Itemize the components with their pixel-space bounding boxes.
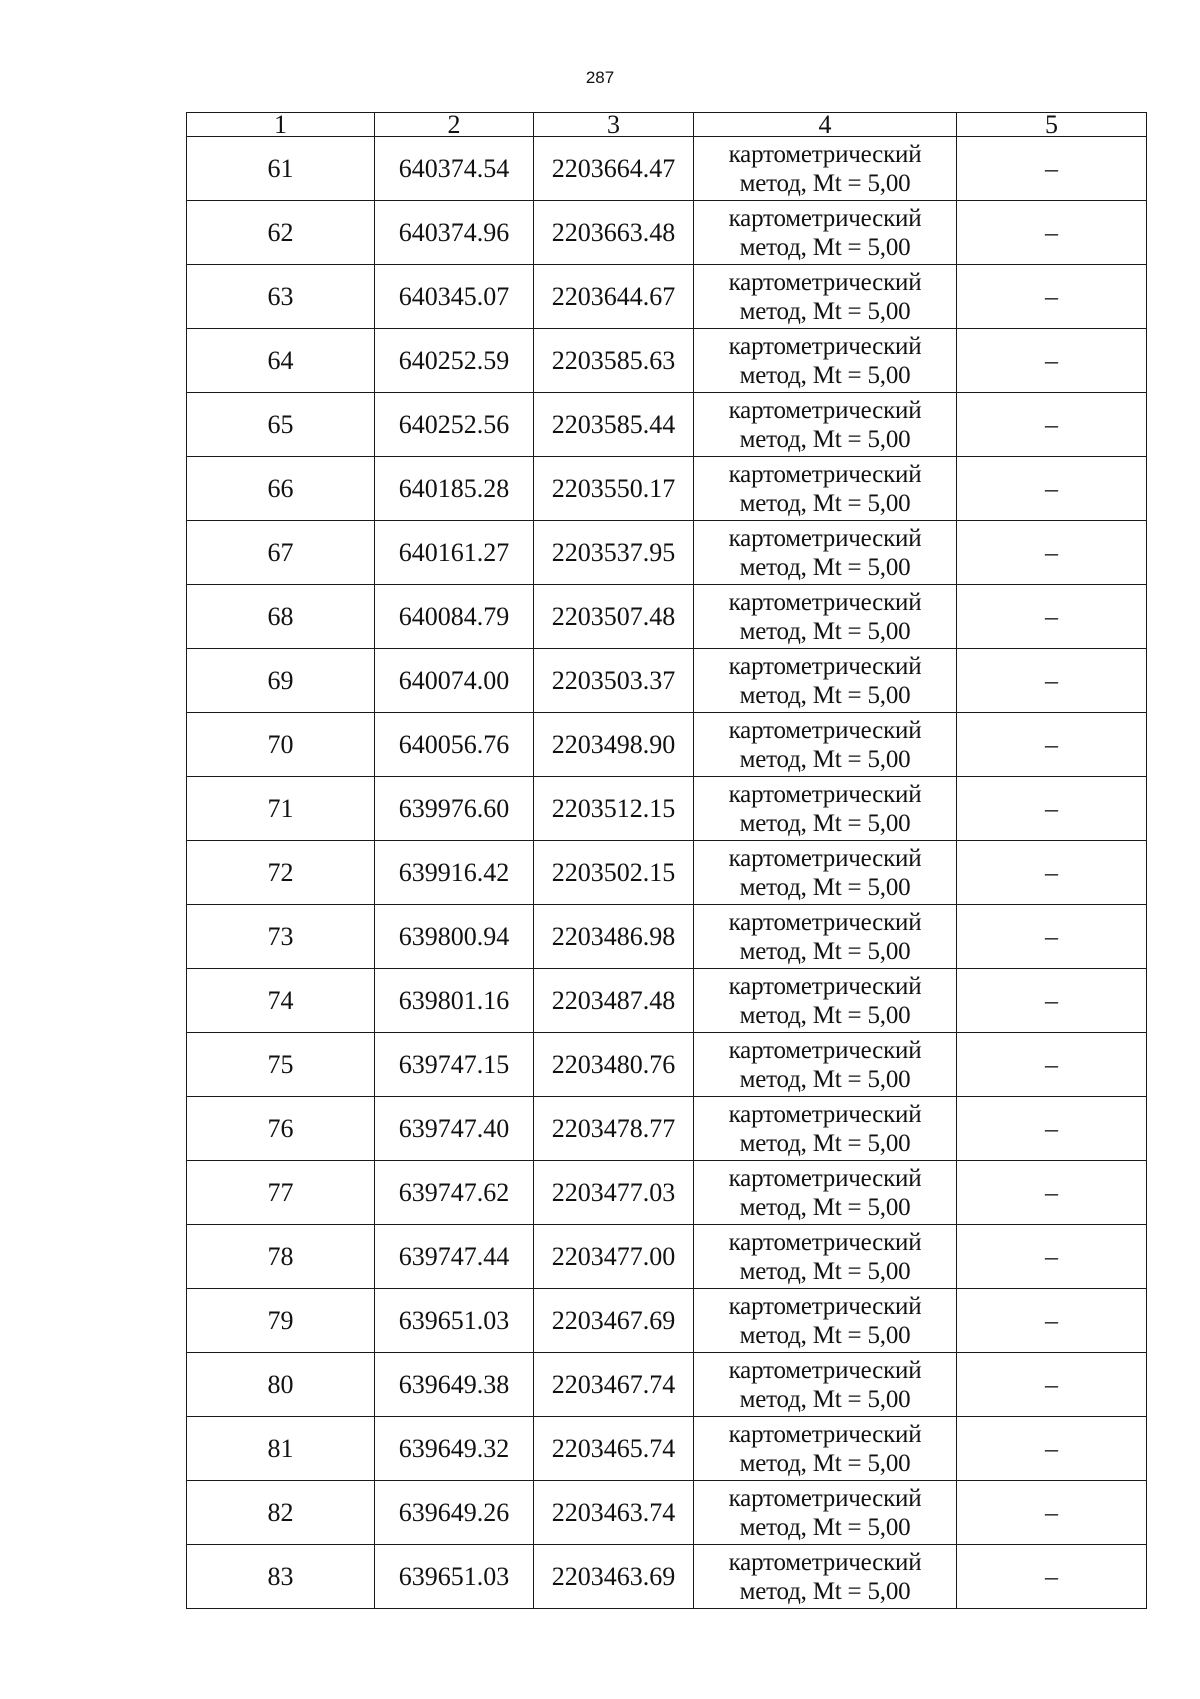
method-line-1: картометрический <box>728 908 922 936</box>
method-line-1: картометрический <box>728 1292 922 1320</box>
method-cell <box>694 1097 957 1161</box>
table-row <box>187 1353 1147 1417</box>
method-line-2: метод, Mt = 5,00 <box>739 169 911 197</box>
point-number-cell: 61 <box>187 137 375 201</box>
x-coordinate-cell: 640056.76 <box>375 713 534 777</box>
point-number-cell: 71 <box>187 777 375 841</box>
note-cell: – <box>957 1161 1147 1225</box>
method-cell <box>694 1545 957 1609</box>
method-line-1: картометрический <box>728 396 922 424</box>
method-line-2: метод, Mt = 5,00 <box>739 937 911 965</box>
table-header-row <box>187 113 1147 137</box>
note-cell: – <box>957 265 1147 329</box>
method-line-2: метод, Mt = 5,00 <box>739 425 911 453</box>
point-number-cell: 70 <box>187 713 375 777</box>
method-line-1: картометрический <box>728 268 922 296</box>
table-row <box>187 969 1147 1033</box>
note-cell: – <box>957 1289 1147 1353</box>
table-row <box>187 521 1147 585</box>
point-number-cell: 77 <box>187 1161 375 1225</box>
method-cell <box>694 1161 957 1225</box>
method-line-1: картометрический <box>728 204 922 232</box>
y-coordinate-cell: 2203512.15 <box>534 777 694 841</box>
table-row <box>187 585 1147 649</box>
page-number: 287 <box>585 68 615 87</box>
note-cell: – <box>957 1097 1147 1161</box>
table-row <box>187 777 1147 841</box>
method-line-2: метод, Mt = 5,00 <box>739 1001 911 1029</box>
method-cell <box>694 201 957 265</box>
x-coordinate-cell: 640374.54 <box>375 137 534 201</box>
column-header-5: 5 <box>957 113 1147 137</box>
note-cell: – <box>957 777 1147 841</box>
method-cell <box>694 1289 957 1353</box>
x-coordinate-cell: 640374.96 <box>375 201 534 265</box>
method-line-2: метод, Mt = 5,00 <box>739 553 911 581</box>
method-cell <box>694 969 957 1033</box>
y-coordinate-cell: 2203663.48 <box>534 201 694 265</box>
point-number-cell: 66 <box>187 457 375 521</box>
table-row <box>187 1225 1147 1289</box>
method-line-1: картометрический <box>728 1420 922 1448</box>
table-row <box>187 1161 1147 1225</box>
coordinates-table <box>186 112 1147 1609</box>
method-line-1: картометрический <box>728 716 922 744</box>
note-cell: – <box>957 329 1147 393</box>
column-header-2: 2 <box>375 113 534 137</box>
table-row <box>187 457 1147 521</box>
method-line-2: метод, Mt = 5,00 <box>739 1193 911 1221</box>
point-number-cell: 83 <box>187 1545 375 1609</box>
note-cell: – <box>957 521 1147 585</box>
y-coordinate-cell: 2203487.48 <box>534 969 694 1033</box>
note-cell: – <box>957 585 1147 649</box>
method-line-2: метод, Mt = 5,00 <box>739 1321 911 1349</box>
method-line-2: метод, Mt = 5,00 <box>739 681 911 709</box>
x-coordinate-cell: 640252.59 <box>375 329 534 393</box>
x-coordinate-cell: 639747.62 <box>375 1161 534 1225</box>
note-cell: – <box>957 457 1147 521</box>
x-coordinate-cell: 640074.00 <box>375 649 534 713</box>
method-cell <box>694 905 957 969</box>
table-row <box>187 841 1147 905</box>
method-line-1: картометрический <box>728 524 922 552</box>
method-line-1: картометрический <box>728 332 922 360</box>
method-cell <box>694 1481 957 1545</box>
x-coordinate-cell: 639976.60 <box>375 777 534 841</box>
x-coordinate-cell: 639801.16 <box>375 969 534 1033</box>
column-header-4: 4 <box>694 113 957 137</box>
method-cell <box>694 457 957 521</box>
point-number-cell: 79 <box>187 1289 375 1353</box>
method-line-1: картометрический <box>728 1036 922 1064</box>
method-line-2: метод, Mt = 5,00 <box>739 617 911 645</box>
table-row <box>187 265 1147 329</box>
y-coordinate-cell: 2203467.69 <box>534 1289 694 1353</box>
method-cell <box>694 585 957 649</box>
method-line-2: метод, Mt = 5,00 <box>739 297 911 325</box>
method-cell <box>694 649 957 713</box>
x-coordinate-cell: 639747.15 <box>375 1033 534 1097</box>
table-body <box>187 137 1147 1609</box>
table-row <box>187 1033 1147 1097</box>
method-line-2: метод, Mt = 5,00 <box>739 233 911 261</box>
point-number-cell: 68 <box>187 585 375 649</box>
x-coordinate-cell: 639747.44 <box>375 1225 534 1289</box>
point-number-cell: 81 <box>187 1417 375 1481</box>
point-number-cell: 73 <box>187 905 375 969</box>
method-line-2: метод, Mt = 5,00 <box>739 1577 911 1605</box>
method-cell <box>694 329 957 393</box>
table-row <box>187 649 1147 713</box>
method-line-2: метод, Mt = 5,00 <box>739 809 911 837</box>
table-row <box>187 1289 1147 1353</box>
method-line-1: картометрический <box>728 1548 922 1576</box>
note-cell: – <box>957 1481 1147 1545</box>
x-coordinate-cell: 639649.26 <box>375 1481 534 1545</box>
method-cell <box>694 777 957 841</box>
table-row <box>187 713 1147 777</box>
method-line-1: картометрический <box>728 1356 922 1384</box>
x-coordinate-cell: 639651.03 <box>375 1289 534 1353</box>
method-line-1: картометрический <box>728 1228 922 1256</box>
y-coordinate-cell: 2203463.69 <box>534 1545 694 1609</box>
point-number-cell: 78 <box>187 1225 375 1289</box>
note-cell: – <box>957 137 1147 201</box>
point-number-cell: 67 <box>187 521 375 585</box>
y-coordinate-cell: 2203478.77 <box>534 1097 694 1161</box>
y-coordinate-cell: 2203498.90 <box>534 713 694 777</box>
y-coordinate-cell: 2203463.74 <box>534 1481 694 1545</box>
method-line-2: метод, Mt = 5,00 <box>739 1129 911 1157</box>
point-number-cell: 82 <box>187 1481 375 1545</box>
x-coordinate-cell: 640185.28 <box>375 457 534 521</box>
method-line-1: картометрический <box>728 140 922 168</box>
x-coordinate-cell: 639649.32 <box>375 1417 534 1481</box>
x-coordinate-cell: 639800.94 <box>375 905 534 969</box>
method-line-1: картометрический <box>728 460 922 488</box>
point-number-cell: 76 <box>187 1097 375 1161</box>
method-line-2: метод, Mt = 5,00 <box>739 1257 911 1285</box>
x-coordinate-cell: 640345.07 <box>375 265 534 329</box>
y-coordinate-cell: 2203537.95 <box>534 521 694 585</box>
point-number-cell: 64 <box>187 329 375 393</box>
point-number-cell: 69 <box>187 649 375 713</box>
x-coordinate-cell: 639747.40 <box>375 1097 534 1161</box>
method-cell <box>694 713 957 777</box>
note-cell: – <box>957 1417 1147 1481</box>
note-cell: – <box>957 1033 1147 1097</box>
x-coordinate-cell: 639916.42 <box>375 841 534 905</box>
y-coordinate-cell: 2203467.74 <box>534 1353 694 1417</box>
method-line-1: картометрический <box>728 844 922 872</box>
point-number-cell: 74 <box>187 969 375 1033</box>
method-cell <box>694 1417 957 1481</box>
y-coordinate-cell: 2203507.48 <box>534 585 694 649</box>
y-coordinate-cell: 2203503.37 <box>534 649 694 713</box>
y-coordinate-cell: 2203585.63 <box>534 329 694 393</box>
note-cell: – <box>957 393 1147 457</box>
point-number-cell: 72 <box>187 841 375 905</box>
table-row <box>187 201 1147 265</box>
note-cell: – <box>957 1353 1147 1417</box>
method-line-2: метод, Mt = 5,00 <box>739 1385 911 1413</box>
table-row <box>187 329 1147 393</box>
point-number-cell: 65 <box>187 393 375 457</box>
method-line-1: картометрический <box>728 1100 922 1128</box>
note-cell: – <box>957 713 1147 777</box>
y-coordinate-cell: 2203477.00 <box>534 1225 694 1289</box>
method-line-1: картометрический <box>728 780 922 808</box>
method-cell <box>694 265 957 329</box>
method-cell <box>694 841 957 905</box>
column-header-1: 1 <box>187 113 375 137</box>
y-coordinate-cell: 2203502.15 <box>534 841 694 905</box>
table-row <box>187 393 1147 457</box>
note-cell: – <box>957 1545 1147 1609</box>
note-cell: – <box>957 969 1147 1033</box>
method-cell <box>694 137 957 201</box>
y-coordinate-cell: 2203644.67 <box>534 265 694 329</box>
x-coordinate-cell: 640161.27 <box>375 521 534 585</box>
method-line-1: картометрический <box>728 588 922 616</box>
column-header-3: 3 <box>534 113 694 137</box>
method-line-1: картометрический <box>728 1164 922 1192</box>
y-coordinate-cell: 2203480.76 <box>534 1033 694 1097</box>
table-row <box>187 137 1147 201</box>
y-coordinate-cell: 2203585.44 <box>534 393 694 457</box>
table-row <box>187 1481 1147 1545</box>
y-coordinate-cell: 2203550.17 <box>534 457 694 521</box>
table-row <box>187 1417 1147 1481</box>
note-cell: – <box>957 201 1147 265</box>
point-number-cell: 75 <box>187 1033 375 1097</box>
method-cell <box>694 1033 957 1097</box>
note-cell: – <box>957 841 1147 905</box>
method-cell <box>694 521 957 585</box>
x-coordinate-cell: 639651.03 <box>375 1545 534 1609</box>
method-line-2: метод, Mt = 5,00 <box>739 745 911 773</box>
method-line-1: картометрический <box>728 1484 922 1512</box>
x-coordinate-cell: 639649.38 <box>375 1353 534 1417</box>
table-row <box>187 1097 1147 1161</box>
table-row <box>187 905 1147 969</box>
y-coordinate-cell: 2203465.74 <box>534 1417 694 1481</box>
method-line-2: метод, Mt = 5,00 <box>739 1449 911 1477</box>
method-line-1: картометрический <box>728 972 922 1000</box>
point-number-cell: 62 <box>187 201 375 265</box>
table-row <box>187 1545 1147 1609</box>
x-coordinate-cell: 640084.79 <box>375 585 534 649</box>
method-cell <box>694 393 957 457</box>
point-number-cell: 80 <box>187 1353 375 1417</box>
method-line-2: метод, Mt = 5,00 <box>739 1513 911 1541</box>
x-coordinate-cell: 640252.56 <box>375 393 534 457</box>
method-cell <box>694 1225 957 1289</box>
method-line-2: метод, Mt = 5,00 <box>739 873 911 901</box>
note-cell: – <box>957 905 1147 969</box>
y-coordinate-cell: 2203486.98 <box>534 905 694 969</box>
note-cell: – <box>957 1225 1147 1289</box>
method-cell <box>694 1353 957 1417</box>
method-line-1: картометрический <box>728 652 922 680</box>
method-line-2: метод, Mt = 5,00 <box>739 1065 911 1093</box>
method-line-2: метод, Mt = 5,00 <box>739 361 911 389</box>
point-number-cell: 63 <box>187 265 375 329</box>
y-coordinate-cell: 2203664.47 <box>534 137 694 201</box>
y-coordinate-cell: 2203477.03 <box>534 1161 694 1225</box>
method-line-2: метод, Mt = 5,00 <box>739 489 911 517</box>
note-cell: – <box>957 649 1147 713</box>
